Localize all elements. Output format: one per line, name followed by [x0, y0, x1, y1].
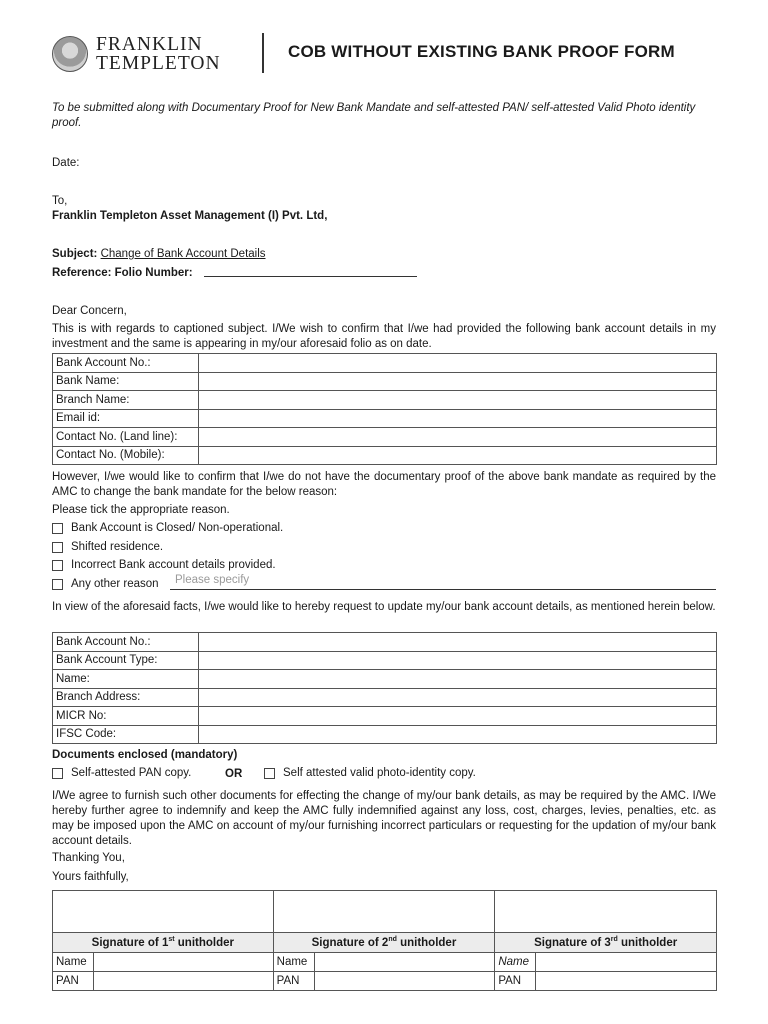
- date-label: Date:: [52, 157, 80, 169]
- signature-table: [52, 890, 717, 991]
- field-input[interactable]: [199, 391, 717, 410]
- form-title: COB WITHOUT EXISTING BANK PROOF FORM: [288, 42, 675, 61]
- name-label: Name: [273, 953, 314, 972]
- field-label: Branch Name:: [53, 391, 199, 410]
- signature-boxes-row: [53, 891, 717, 933]
- header-divider: [262, 33, 264, 73]
- field-label: Bank Account Type:: [53, 651, 199, 670]
- pan-label: PAN: [495, 972, 536, 991]
- field-input[interactable]: [199, 446, 717, 465]
- field-label: Branch Address:: [53, 688, 199, 707]
- table-row: [53, 725, 717, 744]
- signature-box-1[interactable]: [53, 891, 274, 933]
- field-input[interactable]: [199, 354, 717, 373]
- salutation: Dear Concern,: [52, 305, 127, 317]
- checkbox[interactable]: [52, 542, 63, 553]
- document-label: Self-attested PAN copy.: [71, 767, 192, 779]
- table-row: [53, 651, 717, 670]
- reason-label: Bank Account is Closed/ Non-operational.: [71, 522, 284, 534]
- paragraph-update-request: In view of the aforesaid facts, I/we would like to hereby request to update my/our bank account details, as mentioned herein below.: [52, 601, 716, 613]
- intro-note: To be submitted along with Documentary Proof for New Bank Mandate and self-attested PAN/ self-attested Valid Photo identity proof.: [52, 102, 696, 129]
- table-row: [53, 446, 717, 465]
- yours-faithfully: Yours faithfully,: [52, 871, 129, 883]
- paragraph-existing-details: This is with regards to captioned subject. I/We wish to confirm that I/we had provided the following bank account details in my investment and the same is appearing in my/our aforesaid folio as on date.: [52, 323, 716, 350]
- table-row: [53, 670, 717, 689]
- reason-incorrect[interactable]: [52, 559, 276, 571]
- to-label: To,: [52, 195, 68, 207]
- signature-label-1: Signature of 1st unitholder: [53, 933, 274, 953]
- specify-placeholder: Please specify: [175, 574, 250, 586]
- signature-label-2: Signature of 2nd unitholder: [273, 933, 495, 953]
- reason-label: Shifted residence.: [71, 541, 164, 553]
- pan-label: PAN: [273, 972, 314, 991]
- reference-label: Reference: Folio Number:: [52, 267, 193, 279]
- document-photo-id-option[interactable]: [264, 767, 476, 779]
- table-row: [53, 688, 717, 707]
- table-row: [53, 972, 717, 991]
- signature-box-3[interactable]: [495, 891, 717, 933]
- checkbox[interactable]: [264, 768, 275, 779]
- field-input[interactable]: [199, 651, 717, 670]
- table-row: [53, 953, 717, 972]
- name-input[interactable]: [536, 953, 717, 972]
- name-label: Name: [495, 953, 536, 972]
- field-label: Bank Account No.:: [53, 633, 199, 652]
- reason-shifted[interactable]: [52, 541, 163, 553]
- field-input[interactable]: [199, 707, 717, 726]
- name-label: Name: [53, 953, 94, 972]
- field-label: Bank Name:: [53, 372, 199, 391]
- document-label: Self attested valid photo-identity copy.: [283, 767, 476, 779]
- table-row: [53, 428, 717, 447]
- name-input[interactable]: [314, 953, 495, 972]
- checkbox[interactable]: [52, 768, 63, 779]
- field-input[interactable]: [199, 409, 717, 428]
- field-label: Contact No. (Land line):: [53, 428, 199, 447]
- signature-label-3: Signature of 3rd unitholder: [495, 933, 717, 953]
- pan-input[interactable]: [93, 972, 273, 991]
- documents-heading: Documents enclosed (mandatory): [52, 749, 238, 761]
- name-input[interactable]: [93, 953, 273, 972]
- field-input[interactable]: [199, 688, 717, 707]
- other-reason-field[interactable]: [170, 589, 716, 590]
- field-label: MICR No:: [53, 707, 199, 726]
- subject-line: [52, 247, 716, 262]
- field-input[interactable]: [199, 633, 717, 652]
- pan-input[interactable]: [536, 972, 717, 991]
- paragraph-reason: However, I/we would like to confirm that I/we do not have the documentary proof of the above bank mandate as required by the AMC to change the bank mandate for the below reason:: [52, 471, 716, 498]
- folio-number-field[interactable]: [204, 276, 417, 277]
- field-input[interactable]: [199, 372, 717, 391]
- field-input[interactable]: [199, 725, 717, 744]
- table-row: [53, 707, 717, 726]
- pan-input[interactable]: [314, 972, 495, 991]
- field-label: Bank Account No.:: [53, 354, 199, 373]
- reason-other[interactable]: [52, 578, 159, 590]
- logo-wordmark: FRANKLIN TEMPLETON: [96, 34, 221, 74]
- field-label: Email id:: [53, 409, 199, 428]
- signature-labels-row: [53, 933, 717, 953]
- checkbox[interactable]: [52, 579, 63, 590]
- table-row: [53, 354, 717, 373]
- reason-closed[interactable]: [52, 522, 283, 534]
- or-separator: OR: [225, 768, 243, 780]
- field-input[interactable]: [199, 670, 717, 689]
- table-row: [53, 391, 717, 410]
- field-label: Name:: [53, 670, 199, 689]
- form-header: [52, 30, 722, 78]
- document-pan-option[interactable]: [52, 767, 191, 779]
- table-row: [53, 409, 717, 428]
- subject-value: Change of Bank Account Details: [100, 248, 266, 260]
- field-label: Contact No. (Mobile):: [53, 446, 199, 465]
- new-bank-details-table: [52, 632, 717, 744]
- thanking-line: Thanking You,: [52, 852, 125, 864]
- addressee: Franklin Templeton Asset Management (I) Pvt. Ltd,: [52, 210, 328, 222]
- portrait-seal-icon: [52, 36, 88, 72]
- tick-instruction: Please tick the appropriate reason.: [52, 504, 230, 516]
- checkbox[interactable]: [52, 560, 63, 571]
- table-row: [53, 633, 717, 652]
- checkbox[interactable]: [52, 523, 63, 534]
- field-label: IFSC Code:: [53, 725, 199, 744]
- field-input[interactable]: [199, 428, 717, 447]
- franklin-templeton-logo: [52, 34, 252, 74]
- paragraph-indemnity: I/We agree to furnish such other documents for effecting the change of my/our bank details, as may be required by the AMC. I/We hereby further agree to indemnify and keep the AMC fully indemnified against any loss, cost, charges, levies, penalties, etc. as may be imposed upon the AMC on account of my/our furnishing incorrect particulars or requesting for the updation of my/our bank account details.: [52, 790, 716, 847]
- subject-label: Subject:: [52, 248, 98, 260]
- reason-label: Incorrect Bank account details provided.: [71, 559, 276, 571]
- table-row: [53, 372, 717, 391]
- signature-box-2[interactable]: [273, 891, 495, 933]
- existing-bank-details-table: [52, 353, 717, 465]
- reason-label: Any other reason: [71, 578, 159, 590]
- pan-label: PAN: [53, 972, 94, 991]
